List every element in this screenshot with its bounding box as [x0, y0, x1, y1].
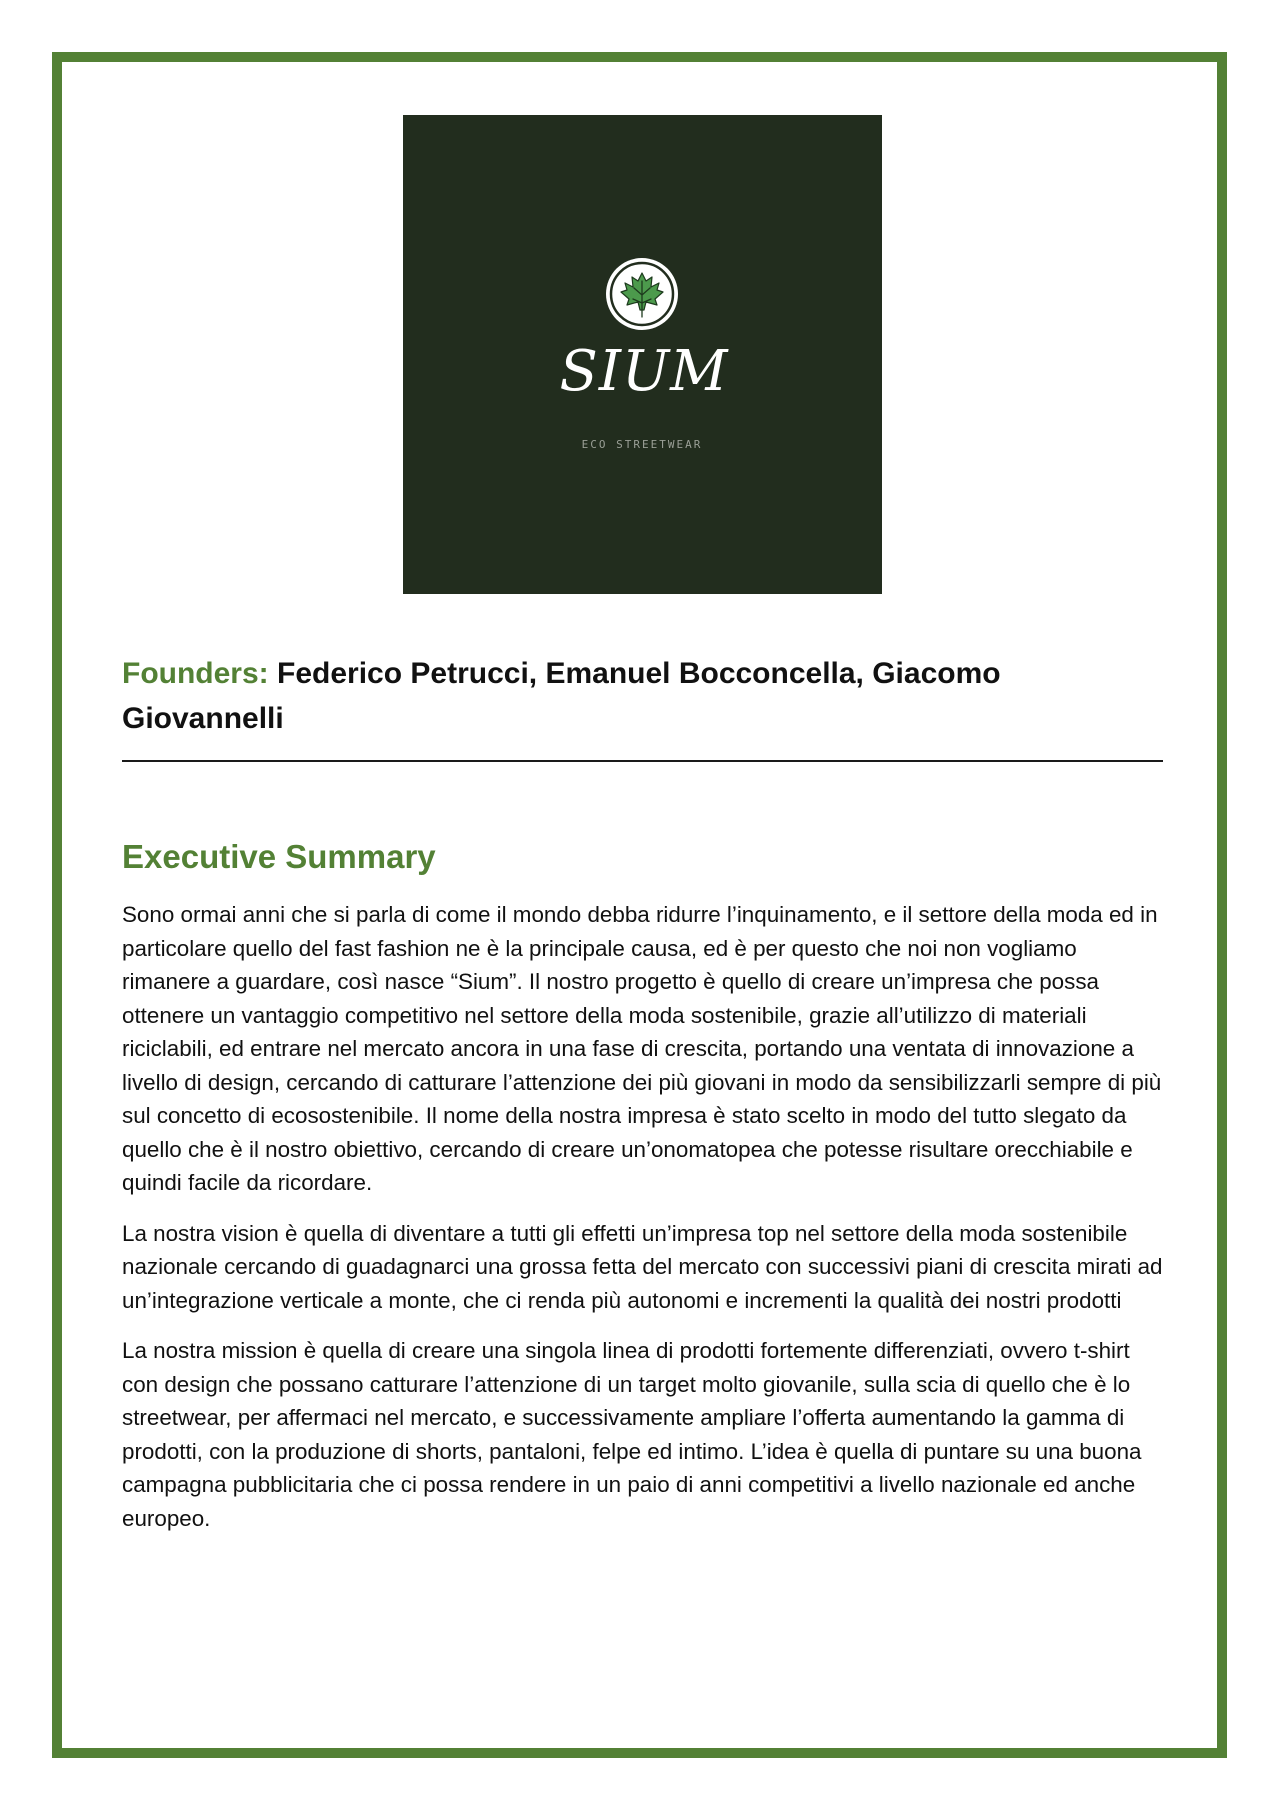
executive-summary-body — [122, 898, 1167, 1552]
logo-tagline: ECO STREETWEAR — [581, 438, 703, 451]
logo-graphic — [403, 115, 882, 594]
section-divider — [122, 760, 1163, 762]
founders-line — [122, 651, 1162, 741]
vision-paragraph: La nostra vision è quella di diventare a tutti gli effetti un’impresa top nel settore della moda sostenibile nazionale cercando di guadagnarci una grossa fetta del mercato con successivi piani di crescita mirati ad un’integrazione verticale a monte, che ci renda più autonomi e incrementi la qualità dei nostri prodotti — [122, 1220, 1163, 1313]
summary-paragraph: Sono ormai anni che si parla di come il mondo debba ridurre l’inquinamento, e il settore della moda ed in particolare quello del fast fashion ne è la principale causa, ed è per questo che noi non vogliamo rimanere a guardare, così nasce “Sium”. Il nostro progetto è quello di creare un’impresa che possa ottenere un vantaggio competitivo nel settore della moda sostenibile, grazie all’utilizzo di materiali riciclabili, ed entrare nel mercato ancora in una fase di crescita, portando una ventata di innovazione a livello di design, cercando di catturare l’attenzione dei più giovani in modo da sensibilizzarli sempre di più sul concetto di ecosostenibile. Il nome della nostra impresa è stato scelto in modo del tutto slegato da quello che è il nostro obiettivo, cercando di creare un’onomatopea che potesse risultare orecchiabile e quindi facile da ricordare. — [122, 902, 1162, 1195]
mission-paragraph: La nostra mission è quella di creare una singola linea di prodotti fortemente differenziati, ovvero t-shirt con design che possano catturare l’attenzione di un target molto giovanile, sulla scia di quello che è lo streetwear, per affermaci nel mercato, e successivamente ampliare l’offerta aumentando la gamma di prodotti, con la produzione di shorts, pantaloni, felpe ed intimo. L’idea è quella di puntare su una buona campagna pubblicitaria che ci possa rendere in un paio di anni competitivi a livello nazionale ed anche europeo. — [122, 1338, 1142, 1531]
founders-names: Federico Petrucci, Emanuel Bocconcella, Giacomo Giovannelli — [122, 657, 1001, 735]
executive-summary-heading: Executive Summary — [122, 838, 436, 875]
logo — [403, 115, 882, 594]
logo-brand-name: SIUM — [559, 339, 729, 404]
founders-label: Founders: — [122, 657, 269, 690]
